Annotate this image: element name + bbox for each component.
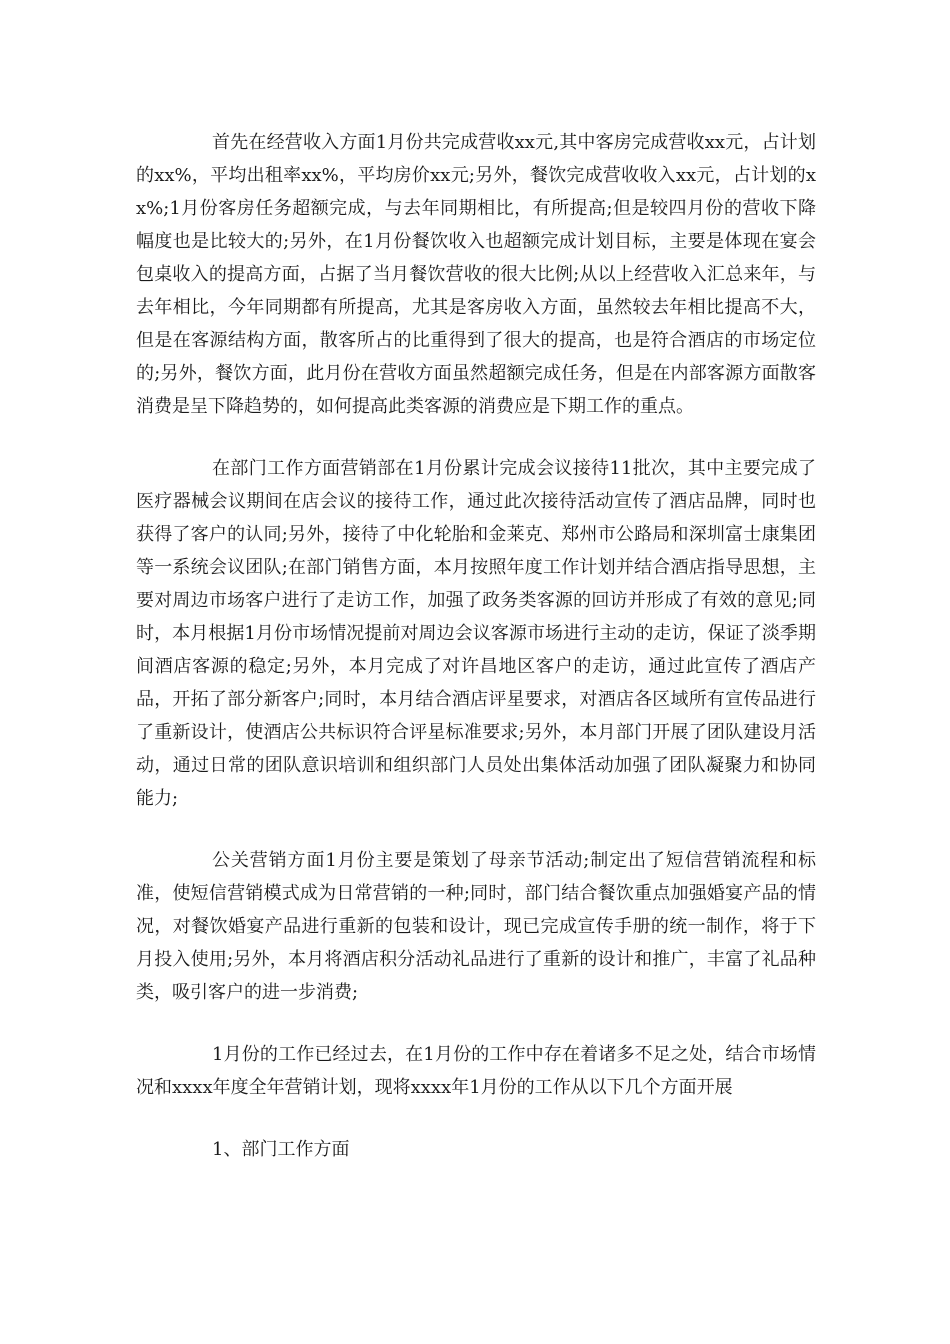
paragraph-operating-revenue: 首先在经营收入方面1月份共完成营收xx元,其中客房完成营收xx元，占计划的xx%，平均出租率xx%，平均房价xx元;另外，餐饮完成营收收入xx元，占计划的xx%;1月份客房任务超额完成，与去年同期相比，有所提高;但是较四月份的营收下降幅度也是比较大的;另外，在1月份餐饮收入也超额完成计划目标，主要是体现在宴会包桌收入的提高方面，占据了当月餐饮营收的很大比例;从以上经营收入汇总来年，与去年相比，今年同期都有所提高，尤其是客房收入方面，虽然较去年相比提高不大，但是在客源结构方面，散客所占的比重得到了很大的提高，也是符合酒店的市场定位的;另外，餐饮方面，此月份在营收方面虽然超额完成任务，但是在内部客源方面散客消费是呈下降趋势的，如何提高此类客源的消费应是下期工作的重点。 bbox=[136, 132, 816, 417]
document-page bbox=[136, 126, 816, 1166]
paragraph-summary: 1月份的工作已经过去，在1月份的工作中存在着诸多不足之处，结合市场情况和xxxx年度全年营销计划，现将xxxx年1月份的工作从以下几个方面开展 bbox=[136, 1044, 816, 1098]
paragraph-pr-marketing: 公关营销方面1月份主要是策划了母亲节活动;制定出了短信营销流程和标准，使短信营销模式成为日常营销的一种;同时，部门结合餐饮重点加强婚宴产品的情况，对餐饮婚宴产品进行重新的包装和设计，现已完成宣传手册的统一制作，将于下月投入使用;另外，本月将酒店积分活动礼品进行了重新的设计和推广，丰富了礼品种类，吸引客户的进一步消费; bbox=[136, 850, 816, 1003]
section-heading: 1、部门工作方面 bbox=[212, 1139, 350, 1160]
paragraph-department-work: 在部门工作方面营销部在1月份累计完成会议接待11批次，其中主要完成了医疗器械会议期间在店会议的接待工作，通过此次接待活动宣传了酒店品牌，同时也获得了客户的认同;另外，接待了中化轮胎和金莱克、郑州市公路局和深圳富士康集团等一系统会议团队;在部门销售方面，本月按照年度工作计划并结合酒店指导思想，主要对周边市场客户进行了走访工作，加强了政务类客源的回访并形成了有效的意见;同时，本月根据1月份市场情况提前对周边会议客源市场进行主动的走访，保证了淡季期间酒店客源的稳定;另外，本月完成了对许昌地区客户的走访，通过此宣传了酒店产品，开拓了部分新客户;同时，本月结合酒店评星要求，对酒店各区域所有宣传品进行了重新设计，使酒店公共标识符合评星标准要求;另外，本月部门开展了团队建设月活动，通过日常的团队意识培训和组织部门人员处出集体活动加强了团队凝聚力和协同能力; bbox=[136, 458, 816, 809]
